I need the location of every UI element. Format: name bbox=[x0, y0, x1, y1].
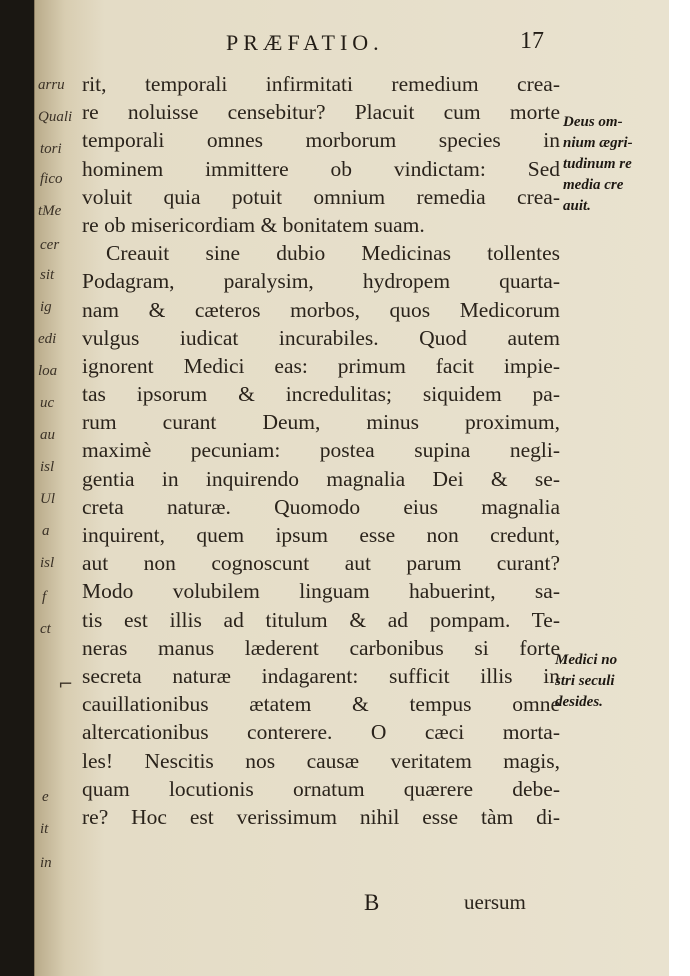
margin-note-deus bbox=[563, 112, 633, 217]
text-line: creta naturæ. Quomodo eius magnalia bbox=[82, 494, 560, 519]
text-line: rum curant Deum, minus proximum, bbox=[82, 410, 560, 435]
text-line: vulgus iudicat incurabiles. Quod autem bbox=[82, 325, 560, 350]
gutter-fragment: loa bbox=[38, 363, 58, 379]
text-line: temporali omnes morborum species in bbox=[82, 128, 560, 153]
gutter-fragment: fico bbox=[40, 171, 63, 187]
page-number: 17 bbox=[520, 28, 544, 54]
text-line: altercationibus conterere. O cæci morta- bbox=[82, 720, 560, 745]
text-line: re? Hoc est verissimum nihil esse tàm di- bbox=[82, 804, 560, 829]
gutter-fragment: tori bbox=[40, 141, 62, 157]
catchword: uersum bbox=[464, 890, 526, 914]
gutter-fragment: arru bbox=[38, 77, 65, 93]
text-line: Modo volubilem linguam habuerint, sa- bbox=[82, 579, 560, 604]
gutter-fragment: ct bbox=[40, 621, 51, 637]
gutter-fragment: uc bbox=[40, 395, 55, 411]
gutter-fragment: a bbox=[42, 523, 50, 539]
text-line: cauillationibus ætatem & tempus omne bbox=[82, 692, 560, 717]
text-line: voluit quia potuit omnium remedia crea- bbox=[82, 184, 560, 209]
margin-note-medici bbox=[555, 650, 617, 713]
running-title: PRÆFATIO. bbox=[226, 30, 384, 55]
margin-note-line: nium ægri- bbox=[563, 135, 633, 151]
gutter-fragment: au bbox=[40, 427, 55, 443]
text-line: maximè pecuniam: postea supina negli- bbox=[82, 438, 560, 463]
text-line: tis est illis ad titulum & ad pompam. Te- bbox=[82, 607, 560, 632]
gutter-fragment: tMe bbox=[38, 203, 62, 219]
margin-note-line: media cre bbox=[563, 177, 624, 193]
gutter-fragment: edi bbox=[38, 331, 57, 347]
text-line: neras manus læderent carbonibus si forte bbox=[82, 635, 560, 660]
text-line: quam locutionis ornatum quærere debe- bbox=[82, 776, 560, 801]
text-line: tas ipsorum & incredulitas; siquidem pa- bbox=[82, 382, 560, 407]
book-spine bbox=[0, 0, 34, 976]
text-line: re ob misericordiam & bonitatem suam. bbox=[82, 212, 425, 237]
text-line: secreta naturæ indagarent: sufficit illis in bbox=[82, 663, 560, 688]
margin-mark: ⌐ bbox=[58, 674, 74, 695]
text-line: aut non cognoscunt aut parum curant? bbox=[82, 551, 560, 576]
margin-note-line: desides. bbox=[555, 694, 603, 710]
margin-note-line: auit. bbox=[563, 198, 591, 214]
text-line: hominem immittere ob vindictam: Sed bbox=[82, 156, 560, 181]
gutter-fragment: ig bbox=[40, 299, 52, 315]
gutter-fragment: Quali bbox=[38, 109, 73, 125]
gutter-fragment: sit bbox=[40, 267, 55, 283]
page-footer bbox=[0, 890, 690, 920]
text-line: Podagram, paralysim, hydropem quarta- bbox=[82, 269, 560, 294]
gutter-fragment: in bbox=[40, 855, 52, 871]
text-line: rit, temporali infirmitati remedium crea- bbox=[82, 72, 560, 96]
gutter-fragment: isl bbox=[40, 555, 55, 571]
gutter-fragment: f bbox=[42, 589, 47, 605]
gutter-fragment: it bbox=[40, 821, 49, 837]
gutter-fragment: Ul bbox=[40, 491, 55, 507]
margin-note-line: tudinum re bbox=[563, 156, 632, 172]
body-text bbox=[82, 70, 560, 831]
text-line: ignorent Medici eas: primum facit impie- bbox=[82, 353, 560, 378]
text-line: les! Nescitis nos causæ veritatem magis, bbox=[82, 748, 560, 773]
margin-note-line: stri seculi bbox=[555, 673, 615, 689]
text-line: nam & cæteros morbos, quos Medicorum bbox=[82, 297, 560, 322]
text-line: Creauit sine dubio Medicinas tollentes bbox=[106, 241, 560, 266]
text-line: gentia in inquirendo magnalia Dei & se- bbox=[82, 466, 560, 491]
margin-note-line: Medici no bbox=[555, 652, 618, 668]
signature-mark: B bbox=[364, 890, 380, 915]
gutter-fragment: isl bbox=[40, 459, 55, 475]
margin-note-line: Deus om- bbox=[563, 114, 623, 130]
text-line: re noluisse censebitur? Placuit cum morte bbox=[82, 100, 560, 125]
gutter-fragment: e bbox=[42, 789, 49, 805]
gutter-fragment: cer bbox=[40, 237, 60, 253]
text-line: inquirent, quem ipsum esse non credunt, bbox=[82, 523, 560, 547]
page-header bbox=[0, 30, 690, 60]
